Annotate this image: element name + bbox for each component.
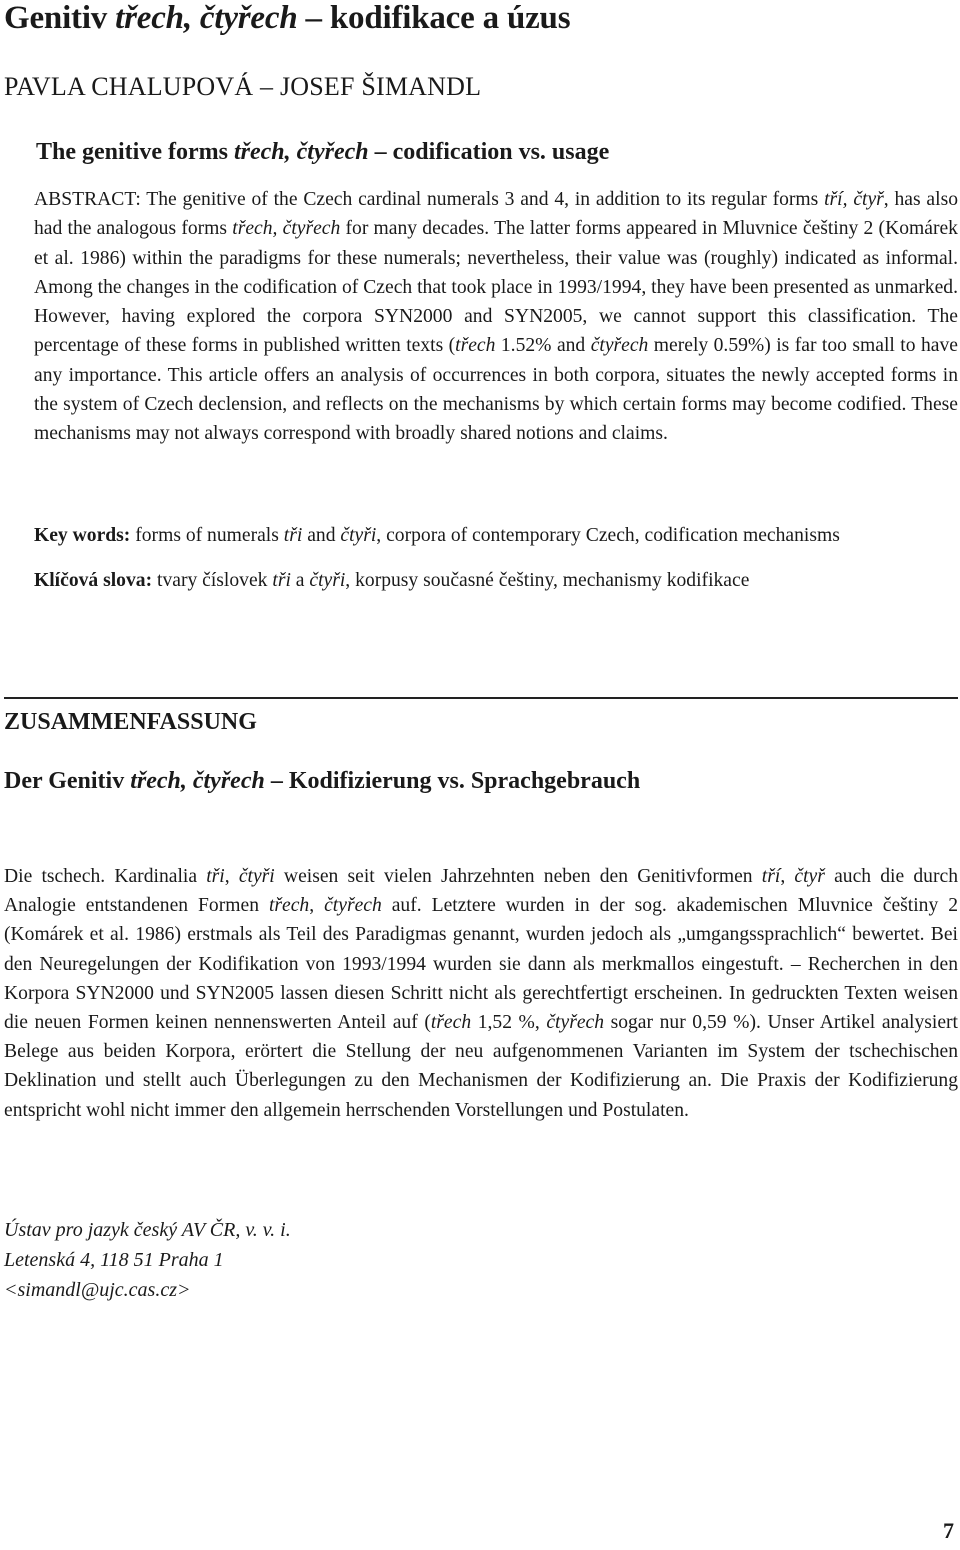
german-summary <box>4 862 958 1125</box>
author-address <box>4 1215 291 1305</box>
german-title: Der Genitiv třech, čtyřech – Kodifizierung vs. Sprachgebrauch <box>4 768 641 794</box>
german-paragraph: Die tschech. Kardinalia tři, čtyři weisen seit vielen Jahrzehnten neben den Genitivformen tří, čtyř auch die durch Analogie entstandenen Formen třech, čtyřech auf. Letztere wurden in der sog. akademischen Mluvnice češtiny 2 (Komárek et al. 1986) erstmals als Teil des Paradigmas genannt, wurden jedoch als „umgangssprachlich“ bewertet. Bei den Neuregelungen der Kodifikation von 1993/1994 wurden sie dann als merkmallos eingestuft. – Recherchen in den Korpora SYN2000 und SYN2005 lassen diesen Schritt nicht als gerechtfertigt erscheinen. In gedruckten Texten weisen die neuen Formen keinen nennenswerten Anteil auf (třech 1,52 %, čtyřech sogar nur 0,59 %). Unser Artikel analysiert Belege aus beiden Korpora, erörtert die Stellung der neu aufgenommenen Varianten im System der tschechischen Deklination und stellt auch Überlegungen zu den Mechanismen der Kodifizierung an. Die Praxis der Kodifizierung entspricht wohl nicht immer den allgemein herrschenden Vorstellungen und Postulaten. <box>4 866 959 1121</box>
address-email: <simandl@ujc.cas.cz> <box>4 1279 191 1301</box>
address-street: Letenská 4, 118 51 Praha 1 <box>4 1249 224 1271</box>
authors: PAVLA CHALUPOVÁ – JOSEF ŠIMANDL <box>4 72 482 101</box>
abstract <box>34 185 958 449</box>
page-number: 7 <box>943 1518 954 1543</box>
klicova-slova: Klíčová slova: tvary číslovek tři a čtyři, korpusy současné češtiny, mechanismy kodifikace <box>34 570 750 591</box>
article-title: Genitiv třech, čtyřech – kodifikace a úzus <box>4 0 571 36</box>
address-institute: Ústav pro jazyk český AV ČR, v. v. i. <box>4 1219 291 1241</box>
abstract-paragraph: ABSTRACT: The genitive of the Czech cardinal numerals 3 and 4, in addition to its regular forms tří, čtyř, has also had the analogous forms třech, čtyřech for many decades. The latter forms appeared in Mluvnice češtiny 2 (Komárek et al. 1986) within the paradigms for these numerals; nevertheless, their value was (roughly) indicated as informal. Among the changes in the codification of Czech that took place in 1993/1994, they have been presented as unmarked. However, having explored the corpora SYN2000 and SYN2005, we cannot support this classification. The percentage of these forms in published written texts (třech 1.52% and čtyřech merely 0.59%) is far too small to have any importance. This article offers an analysis of occurrences in both corpora, situates the newly accepted forms in the system of Czech declension, and reflects on the mechanisms by which certain forms may become codified. These mechanisms may not always correspond with broadly shared notions and claims. <box>34 189 958 445</box>
zusammenfassung-heading: ZUSAMMENFASSUNG <box>4 709 257 735</box>
english-title: The genitive forms třech, čtyřech – codification vs. usage <box>36 139 610 165</box>
key-words: Key words: forms of numerals tři and čtyři, corpora of contemporary Czech, codification mechanisms <box>34 525 840 546</box>
section-divider <box>4 697 958 699</box>
